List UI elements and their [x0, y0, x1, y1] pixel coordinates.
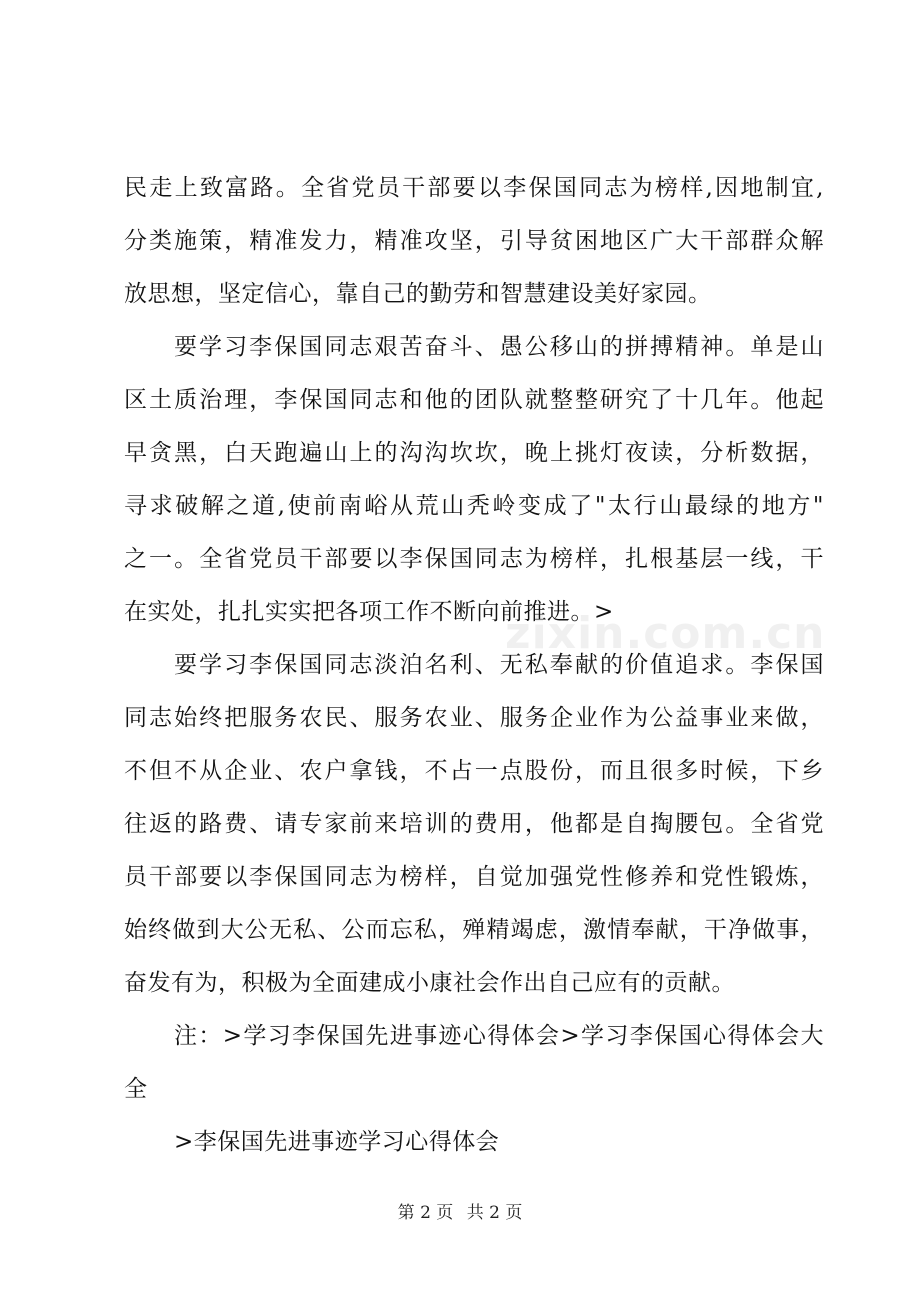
text-line: 员干部要以李保国同志为榜样，自觉加强党性修养和党性锻炼， [124, 864, 824, 890]
document-body [124, 162, 824, 1169]
note-line: 注：>学习李保国先进事迹心得体会>学习李保国心得体会大 [174, 1023, 824, 1049]
text-line: 区土质治理，李保国同志和他的团队就整整研究了十几年。他起 [124, 387, 824, 413]
text-line: 早贪黑，白天跑遍山上的沟沟坎坎，晚上挑灯夜读，分析数据， [124, 440, 824, 466]
text-line: 要学习李保国同志艰苦奋斗、愚公移山的拼搏精神。单是山 [174, 334, 824, 360]
text-line: 在实处，扎扎实实把各项工作不断向前推进。> [124, 599, 614, 625]
text-line: 放思想，坚定信心，靠自己的勤劳和智慧建设美好家园。 [124, 281, 712, 307]
text-line: 始终做到大公无私、公而忘私，殚精竭虑，激情奉献，干净做事， [124, 917, 824, 943]
text-line: 往返的路费、请专家前来培训的费用，他都是自掏腰包。全省党 [124, 811, 824, 837]
text-line: 要学习李保国同志淡泊名利、无私奉献的价值追求。李保国 [174, 652, 824, 678]
text-line: 民走上致富路。全省党员干部要以李保国同志为榜样,因地制宜, [124, 175, 824, 201]
text-line: 之一。全省党员干部要以李保国同志为榜样，扎根基层一线，干 [124, 546, 824, 572]
text-line: 奋发有为，积极为全面建成小康社会作出自己应有的贡献。 [124, 970, 735, 996]
text-line: 同志始终把服务农民、服务农业、服务企业作为公益事业来做， [124, 705, 824, 731]
note-line: >李保国先进事迹学习心得体会 [174, 1129, 500, 1155]
text-line: 分类施策，精准发力，精准攻坚，引导贫困地区广大干部群众解 [124, 228, 824, 254]
watermark: zixin.com.cn [505, 608, 826, 659]
page-number: 第 2 页 [397, 1203, 454, 1223]
page-total: 共 2 页 [466, 1203, 523, 1223]
text-line: 不但不从企业、农户拿钱，不占一点股份，而且很多时候，下乡 [124, 758, 824, 784]
page-footer [0, 1198, 920, 1223]
note-line: 全 [124, 1076, 148, 1102]
text-line: 寻求破解之道,使前南峪从荒山秃岭变成了"太行山最绿的地方" [124, 493, 824, 519]
